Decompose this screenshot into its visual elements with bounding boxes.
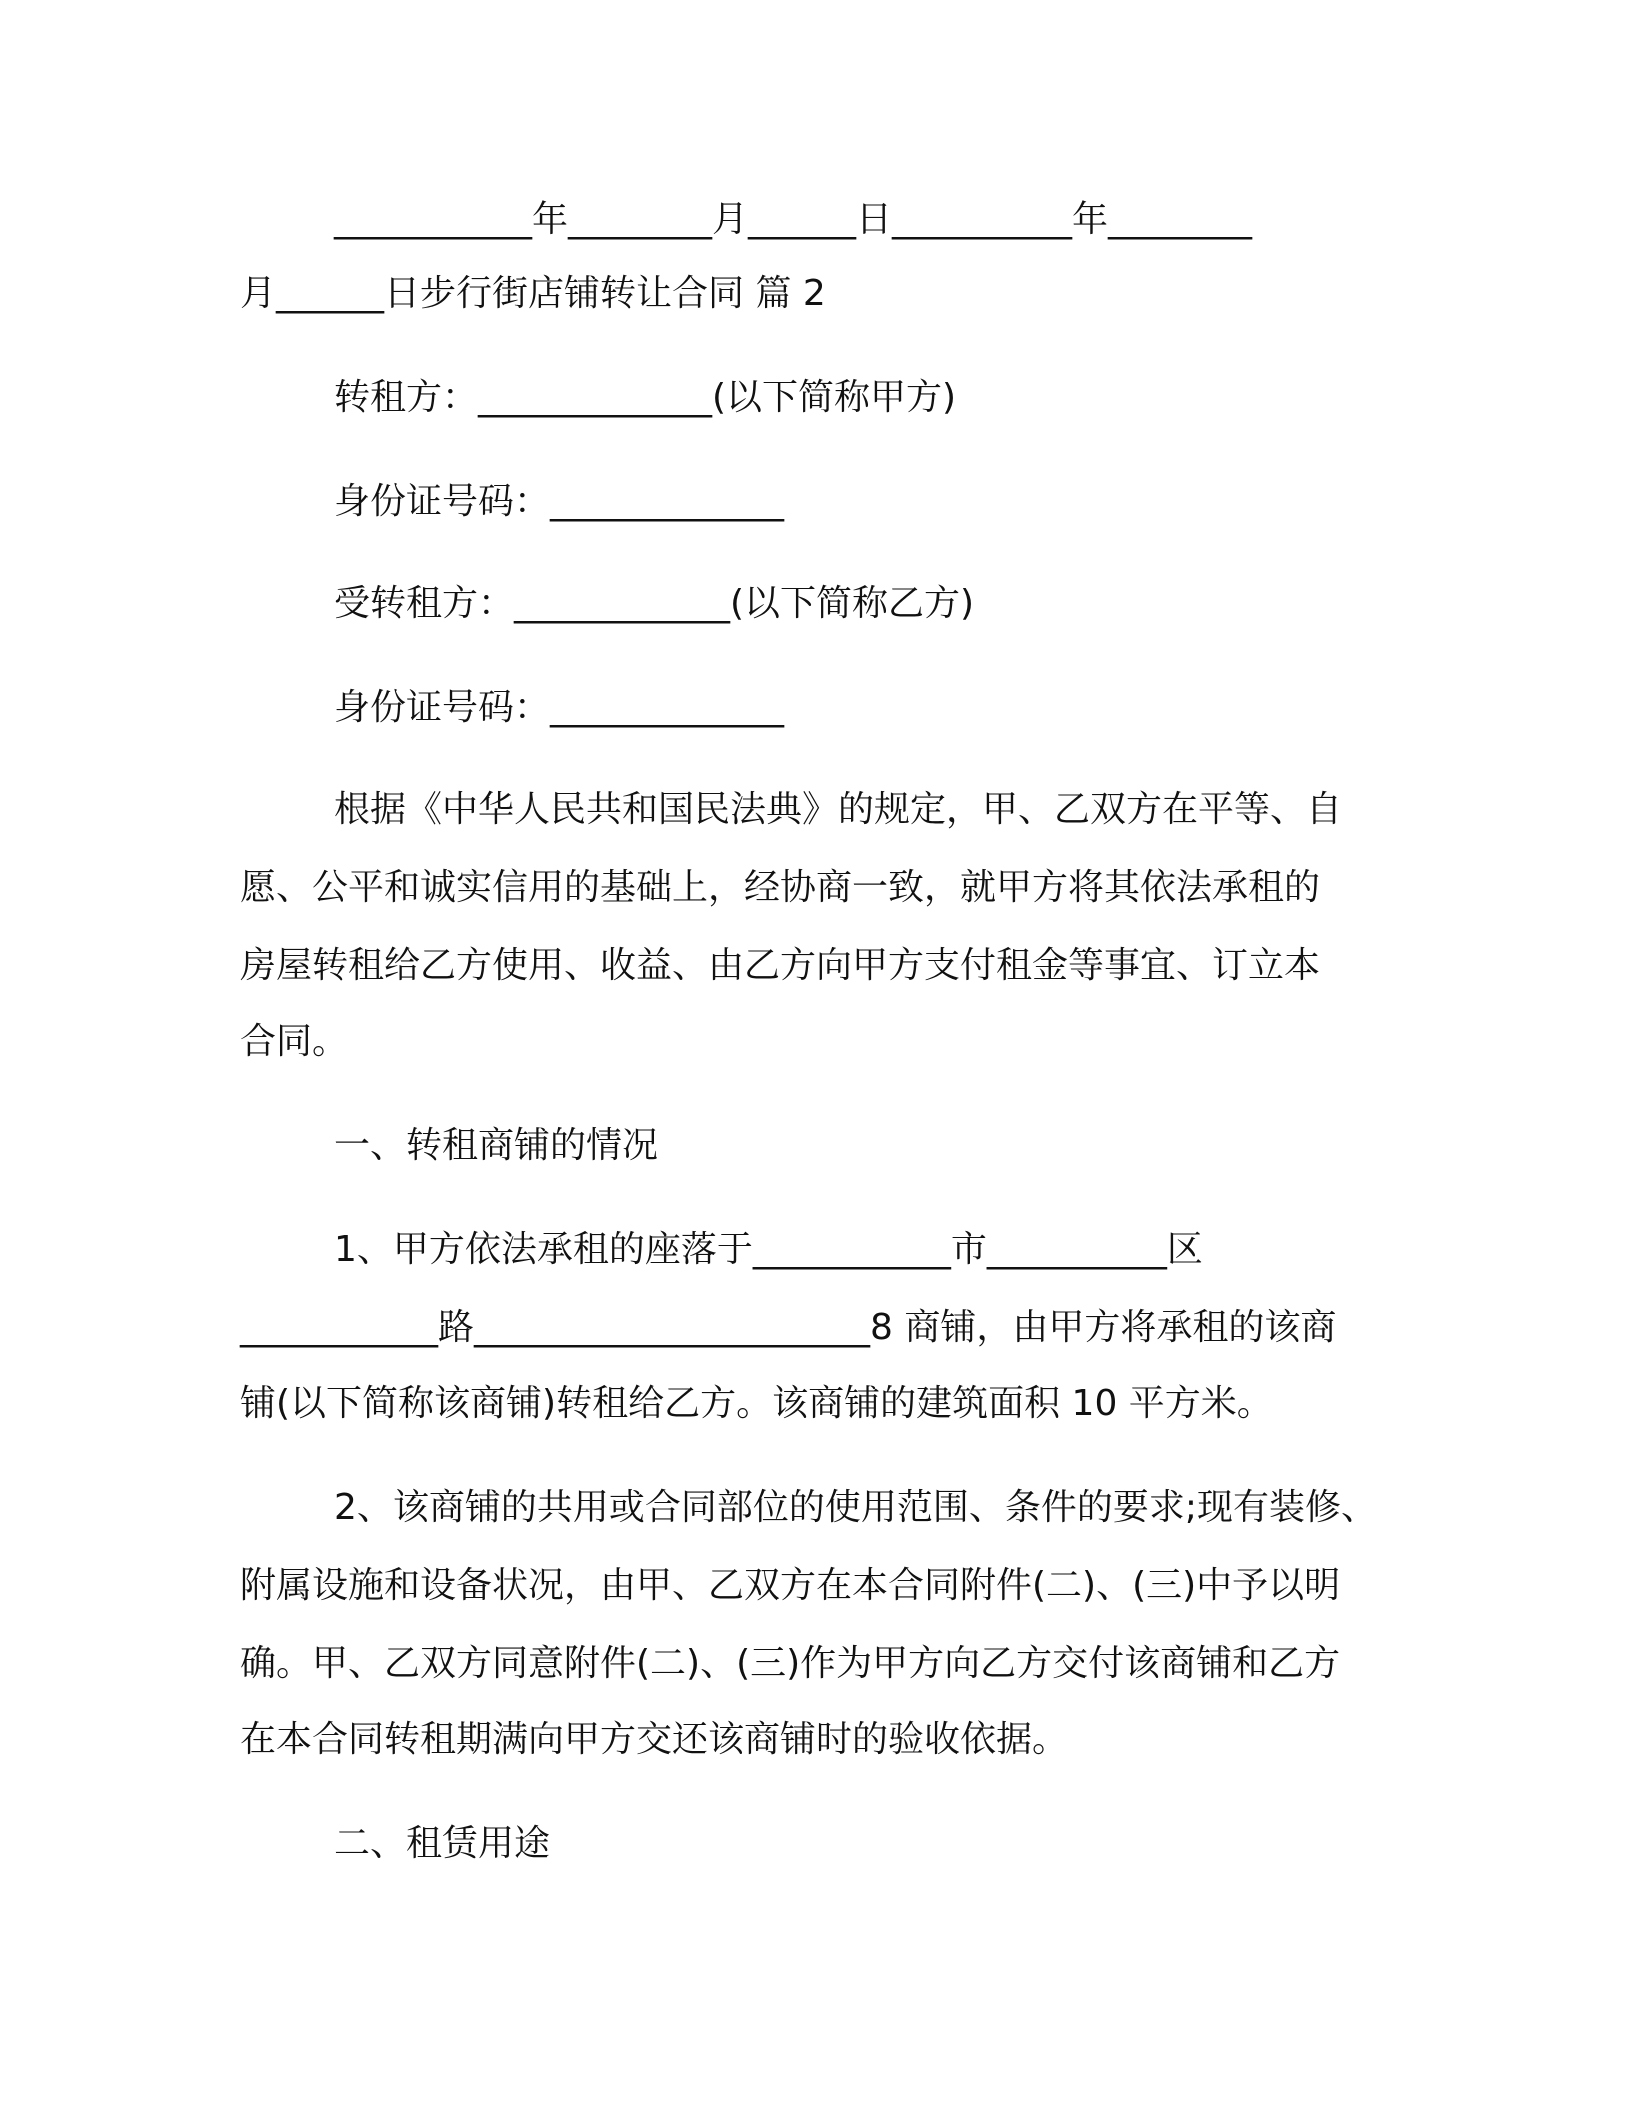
- section-heading: 一、转租商铺的情况: [334, 1125, 659, 1166]
- lessee-id-field: 身份证号码：_____________: [334, 687, 785, 728]
- date-line: ___________年________月______日__________年________: [334, 199, 1252, 240]
- section-heading: 二、租赁用途: [334, 1823, 551, 1864]
- paragraph-line: 在本合同转租期满向甲方交还该商铺时的验收依据。: [240, 1719, 1069, 1760]
- paragraph-line: 房屋转租给乙方使用、收益、由乙方向甲方支付租金等事宜、订立本: [240, 945, 1321, 986]
- document-title: 月______日步行街店铺转让合同 篇 2: [240, 273, 826, 314]
- paragraph-line: 根据《中华人民共和国民法典》的规定，甲、乙双方在平等、自: [334, 789, 1343, 830]
- paragraph-line: 1、甲方依法承租的座落于___________市__________区: [334, 1229, 1203, 1270]
- lessee-field: 受转租方：____________(以下简称乙方): [334, 583, 975, 624]
- lessor-id-field: 身份证号码：_____________: [334, 481, 785, 522]
- paragraph-line: 愿、公平和诚实信用的基础上，经协商一致，就甲方将其依法承租的: [240, 867, 1321, 908]
- paragraph-line: 2、该商铺的共用或合同部位的使用范围、条件的要求;现有装修、: [334, 1487, 1378, 1528]
- paragraph-line: 确。甲、乙双方同意附件(二)、(三)作为甲方向乙方交付该商铺和乙方: [240, 1643, 1341, 1684]
- paragraph-line: 合同。: [240, 1021, 349, 1062]
- lessor-field: 转租方：_____________(以下简称甲方): [334, 377, 957, 418]
- paragraph-line: ___________路______________________8 商铺，由甲方将承租的该商: [240, 1307, 1337, 1348]
- paragraph-line: 铺(以下简称该商铺)转租给乙方。该商铺的建筑面积 10 平方米。: [240, 1383, 1273, 1424]
- paragraph-line: 附属设施和设备状况，由甲、乙双方在本合同附件(二)、(三)中予以明: [240, 1565, 1341, 1606]
